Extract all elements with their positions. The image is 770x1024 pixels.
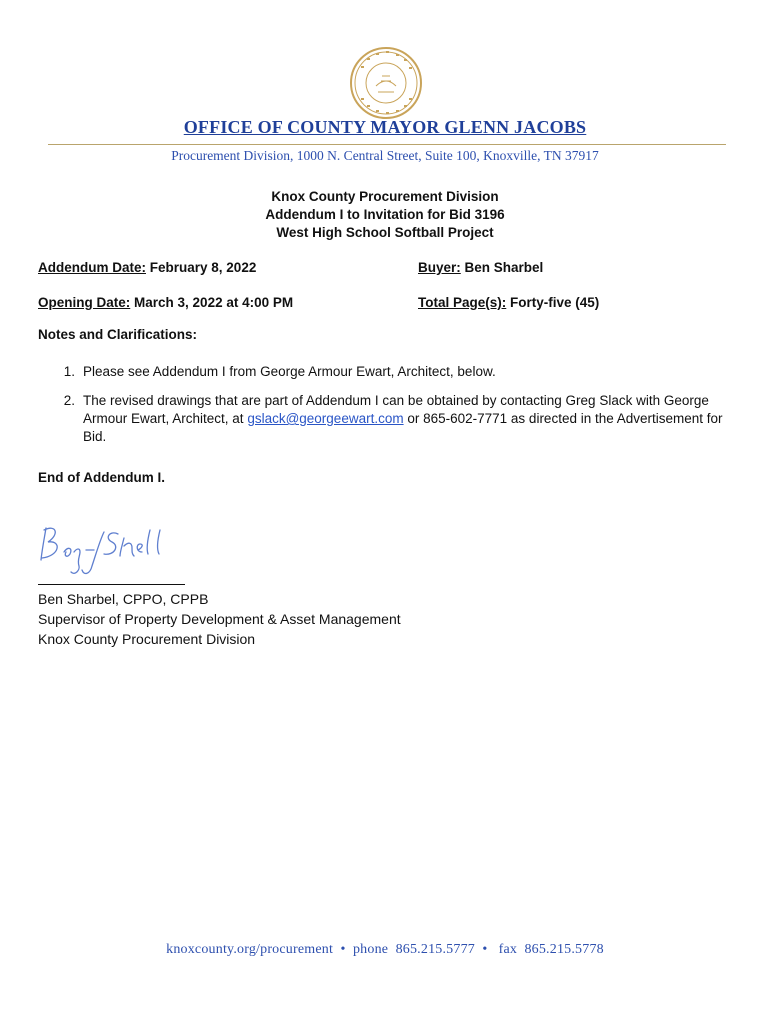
note-text-before: The revised drawings that are part of Addendum I can be obtained by contacting Greg Slack with George Armour Ewart, Architect, at	[83, 393, 709, 426]
signer-name: Ben Sharbel, CPPO, CPPB	[38, 591, 209, 607]
end-of-addendum: End of Addendum I.	[38, 470, 165, 485]
opening-date-value: March 3, 2022 at 4:00 PM	[134, 295, 294, 310]
list-item	[38, 363, 734, 381]
addendum-date-label: Addendum Date:	[38, 260, 146, 275]
list-item	[38, 392, 734, 446]
notes-list	[38, 363, 734, 457]
addendum-date	[38, 260, 256, 275]
addendum-date-value: February 8, 2022	[149, 260, 257, 275]
list-item-text: Please see Addendum I from George Armour Ewart, Architect, below.	[83, 364, 496, 379]
office-address: Procurement Division, 1000 N. Central Street, Suite 100, Knoxville, TN 37917	[171, 148, 599, 163]
buyer	[418, 260, 543, 275]
email-link[interactable]: gslack@georgeewart.com	[247, 411, 404, 426]
total-pages-label: Total Page(s):	[418, 295, 507, 310]
county-seal-icon	[349, 46, 423, 120]
signer-org: Knox County Procurement Division	[38, 631, 256, 647]
header-divider	[48, 144, 726, 145]
footer-contact: knoxcounty.org/procurement • phone 865.215.5777 • fax 865.215.5778	[166, 942, 604, 957]
total-pages-value: Forty-five (45)	[510, 295, 600, 310]
note-text-after: or 865-602-7771 as directed in the Advertisement for Bid.	[83, 411, 723, 444]
opening-date-label: Opening Date:	[38, 295, 131, 310]
buyer-label: Buyer:	[418, 260, 461, 275]
notes-label: Notes and Clarifications:	[38, 327, 198, 342]
list-item-number: 2.	[63, 393, 75, 408]
office-title: OFFICE OF COUNTY MAYOR GLENN JACOBS	[183, 117, 587, 137]
signer-block	[38, 589, 401, 649]
opening-date	[38, 295, 293, 310]
buyer-value: Ben Sharbel	[464, 260, 544, 275]
list-item-text	[82, 392, 734, 446]
signature-image	[38, 518, 188, 582]
total-pages	[418, 295, 599, 310]
heading-line-1: Knox County Procurement Division	[271, 189, 499, 204]
signer-title: Supervisor of Property Development & Asset Management	[38, 611, 401, 627]
heading-line-2: Addendum I to Invitation for Bid 3196	[265, 207, 505, 222]
list-item-number: 1.	[63, 364, 75, 379]
heading-line-3: West High School Softball Project	[276, 225, 494, 240]
document-heading	[0, 188, 770, 242]
signature-line	[38, 584, 185, 585]
